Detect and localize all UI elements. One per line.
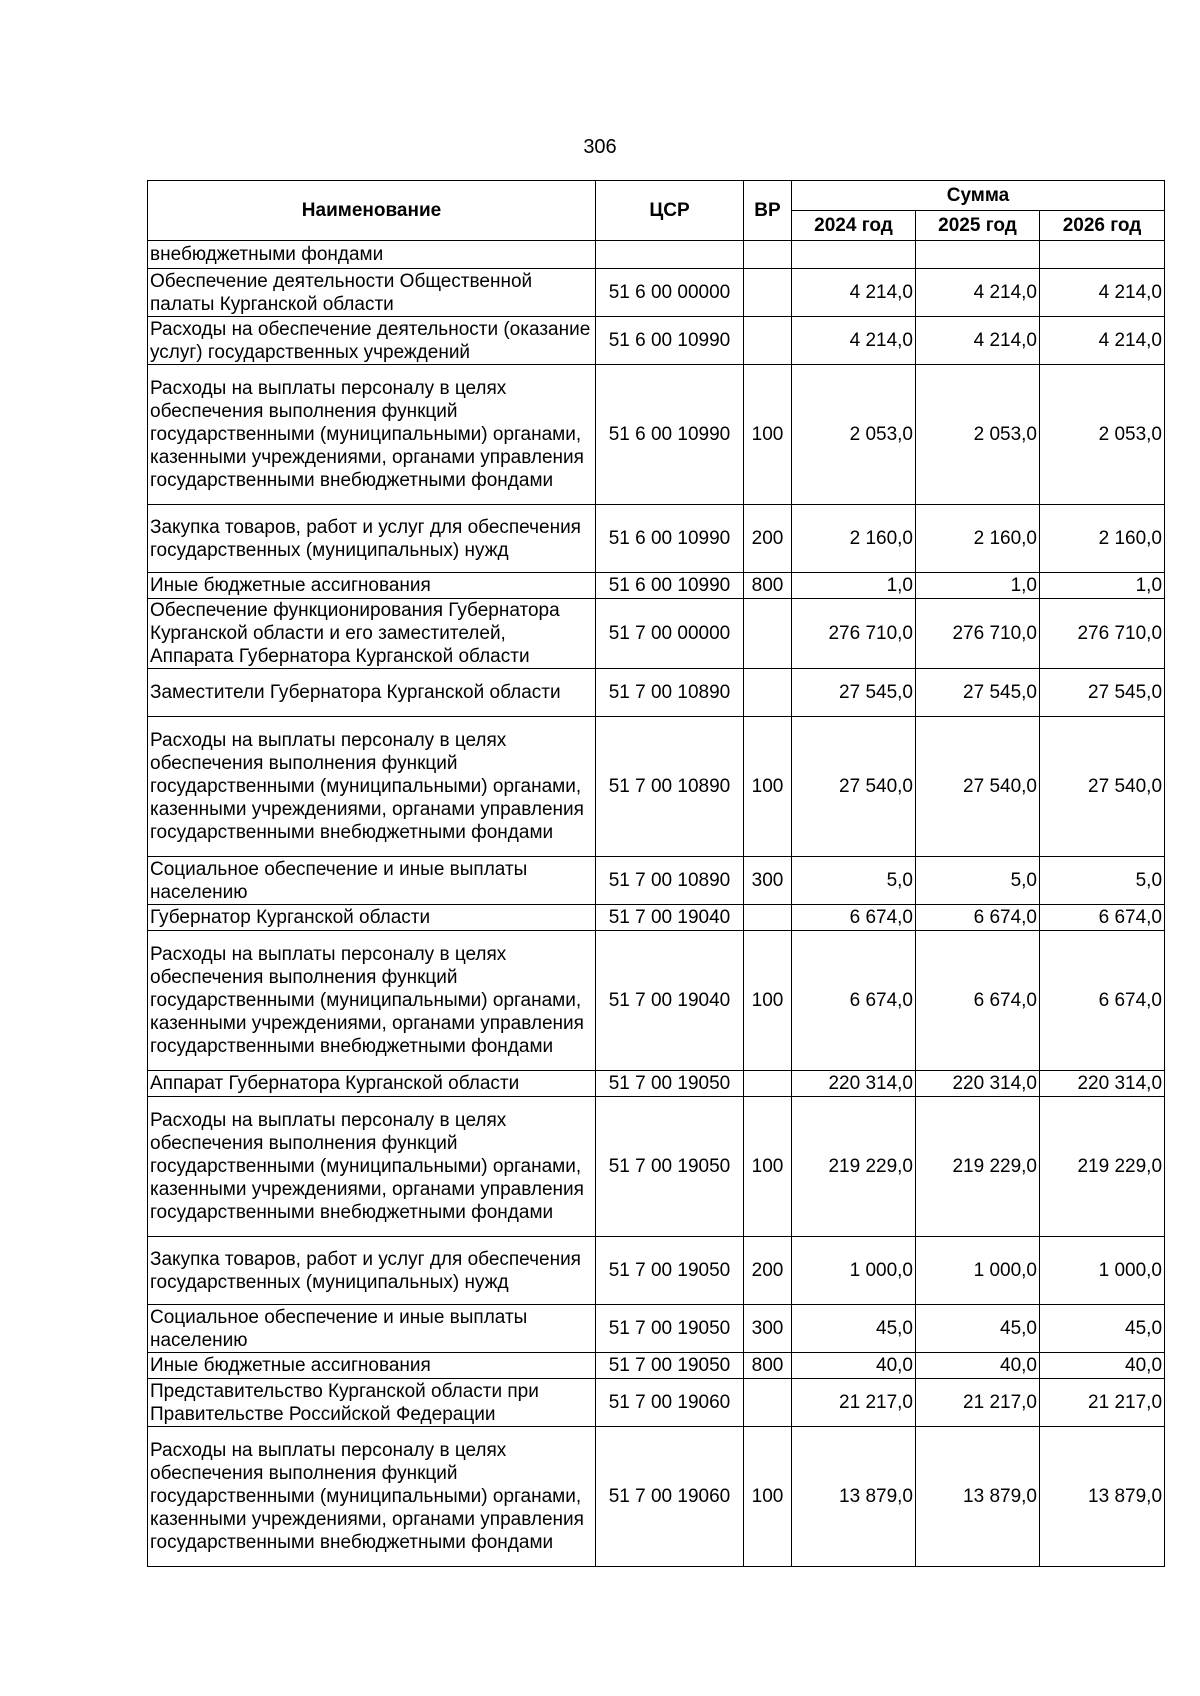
row-value-2024: 4 214,0 bbox=[792, 269, 916, 317]
row-value-2025: 40,0 bbox=[916, 1353, 1040, 1379]
table-row bbox=[148, 931, 1165, 1071]
row-vr bbox=[744, 269, 792, 317]
row-csr: 51 6 00 10990 bbox=[596, 365, 744, 505]
table-row bbox=[148, 717, 1165, 857]
row-vr bbox=[744, 599, 792, 669]
row-csr: 51 7 00 19050 bbox=[596, 1237, 744, 1305]
row-vr: 300 bbox=[744, 857, 792, 905]
row-value-2026: 13 879,0 bbox=[1040, 1427, 1165, 1567]
table-row bbox=[148, 505, 1165, 573]
row-value-2025: 21 217,0 bbox=[916, 1379, 1040, 1427]
row-name: Расходы на выплаты персоналу в целях обеспечения выполнения функций государственными (муниципальными) органами, казенными учреждениями, органами управления государственными внебюджетными фондами bbox=[148, 931, 596, 1071]
header-vr: ВР bbox=[744, 181, 792, 241]
row-value-2024: 13 879,0 bbox=[792, 1427, 916, 1567]
row-value-2024: 21 217,0 bbox=[792, 1379, 916, 1427]
row-value-2025: 276 710,0 bbox=[916, 599, 1040, 669]
row-csr: 51 6 00 10990 bbox=[596, 317, 744, 365]
row-value-2026: 21 217,0 bbox=[1040, 1379, 1165, 1427]
table-row bbox=[148, 1071, 1165, 1097]
row-value-2025: 45,0 bbox=[916, 1305, 1040, 1353]
row-value-2026: 6 674,0 bbox=[1040, 905, 1165, 931]
row-value-2025: 220 314,0 bbox=[916, 1071, 1040, 1097]
row-value-2024: 27 545,0 bbox=[792, 669, 916, 717]
row-value-2025: 4 214,0 bbox=[916, 317, 1040, 365]
row-vr bbox=[744, 1379, 792, 1427]
row-vr: 100 bbox=[744, 365, 792, 505]
table-row bbox=[148, 365, 1165, 505]
row-value-2026 bbox=[1040, 241, 1165, 269]
table-row bbox=[148, 599, 1165, 669]
header-csr: ЦСР bbox=[596, 181, 744, 241]
row-vr: 200 bbox=[744, 505, 792, 573]
row-csr: 51 6 00 10990 bbox=[596, 573, 744, 599]
row-vr bbox=[744, 669, 792, 717]
page-number: 306 bbox=[583, 136, 617, 158]
row-csr: 51 7 00 19050 bbox=[596, 1097, 744, 1237]
row-value-2026: 4 214,0 bbox=[1040, 317, 1165, 365]
row-value-2026: 219 229,0 bbox=[1040, 1097, 1165, 1237]
table-row bbox=[148, 1427, 1165, 1567]
table-row bbox=[148, 857, 1165, 905]
row-value-2024: 1,0 bbox=[792, 573, 916, 599]
row-value-2025: 2 160,0 bbox=[916, 505, 1040, 573]
row-vr: 800 bbox=[744, 573, 792, 599]
row-name: Иные бюджетные ассигнования bbox=[148, 1353, 596, 1379]
row-vr: 800 bbox=[744, 1353, 792, 1379]
row-vr: 100 bbox=[744, 1427, 792, 1567]
row-value-2025 bbox=[916, 241, 1040, 269]
row-csr: 51 7 00 10890 bbox=[596, 717, 744, 857]
row-value-2024: 220 314,0 bbox=[792, 1071, 916, 1097]
row-value-2024: 45,0 bbox=[792, 1305, 916, 1353]
row-name: Закупка товаров, работ и услуг для обеспечения государственных (муниципальных) нужд bbox=[148, 1237, 596, 1305]
row-value-2024: 1 000,0 bbox=[792, 1237, 916, 1305]
row-value-2025: 13 879,0 bbox=[916, 1427, 1040, 1567]
row-name: Социальное обеспечение и иные выплаты населению bbox=[148, 857, 596, 905]
row-value-2024: 6 674,0 bbox=[792, 931, 916, 1071]
row-value-2024: 2 053,0 bbox=[792, 365, 916, 505]
row-csr: 51 7 00 19050 bbox=[596, 1305, 744, 1353]
row-value-2026: 6 674,0 bbox=[1040, 931, 1165, 1071]
row-value-2024: 2 160,0 bbox=[792, 505, 916, 573]
row-value-2026: 40,0 bbox=[1040, 1353, 1165, 1379]
table-row bbox=[148, 1305, 1165, 1353]
row-name: Расходы на выплаты персоналу в целях обеспечения выполнения функций государственными (муниципальными) органами, казенными учреждениями, органами управления государственными внебюджетными фондами bbox=[148, 1427, 596, 1567]
row-vr bbox=[744, 1071, 792, 1097]
row-value-2026: 45,0 bbox=[1040, 1305, 1165, 1353]
row-value-2025: 27 545,0 bbox=[916, 669, 1040, 717]
table-row bbox=[148, 1237, 1165, 1305]
table-row bbox=[148, 1097, 1165, 1237]
table-body bbox=[148, 241, 1165, 1567]
row-value-2026: 5,0 bbox=[1040, 857, 1165, 905]
row-value-2026: 1 000,0 bbox=[1040, 1237, 1165, 1305]
header-year-2026: 2026 год bbox=[1040, 211, 1165, 241]
row-name: Обеспечение деятельности Общественной палаты Курганской области bbox=[148, 269, 596, 317]
row-csr: 51 7 00 00000 bbox=[596, 599, 744, 669]
row-csr: 51 7 00 19050 bbox=[596, 1071, 744, 1097]
row-csr: 51 7 00 19060 bbox=[596, 1379, 744, 1427]
row-name: Заместители Губернатора Курганской области bbox=[148, 669, 596, 717]
row-name: Аппарат Губернатора Курганской области bbox=[148, 1071, 596, 1097]
row-csr bbox=[596, 241, 744, 269]
row-vr: 100 bbox=[744, 931, 792, 1071]
row-value-2025: 6 674,0 bbox=[916, 931, 1040, 1071]
table-row bbox=[148, 241, 1165, 269]
row-value-2026: 2 160,0 bbox=[1040, 505, 1165, 573]
row-csr: 51 7 00 10890 bbox=[596, 857, 744, 905]
row-vr: 300 bbox=[744, 1305, 792, 1353]
row-value-2025: 6 674,0 bbox=[916, 905, 1040, 931]
table-row bbox=[148, 317, 1165, 365]
row-value-2025: 27 540,0 bbox=[916, 717, 1040, 857]
row-name: Расходы на выплаты персоналу в целях обеспечения выполнения функций государственными (муниципальными) органами, казенными учреждениями, органами управления государственными внебюджетными фондами bbox=[148, 717, 596, 857]
row-value-2025: 5,0 bbox=[916, 857, 1040, 905]
table-row bbox=[148, 1353, 1165, 1379]
row-name: Обеспечение функционирования Губернатора Курганской области и его заместителей, Аппарата Губернатора Курганской области bbox=[148, 599, 596, 669]
header-name: Наименование bbox=[148, 181, 596, 241]
row-name: Закупка товаров, работ и услуг для обеспечения государственных (муниципальных) нужд bbox=[148, 505, 596, 573]
header-year-2024: 2024 год bbox=[792, 211, 916, 241]
row-value-2024: 5,0 bbox=[792, 857, 916, 905]
row-vr: 200 bbox=[744, 1237, 792, 1305]
table-row bbox=[148, 669, 1165, 717]
row-value-2025: 2 053,0 bbox=[916, 365, 1040, 505]
row-name: Губернатор Курганской области bbox=[148, 905, 596, 931]
row-csr: 51 7 00 19040 bbox=[596, 931, 744, 1071]
table-row bbox=[148, 573, 1165, 599]
row-name: Расходы на обеспечение деятельности (оказание услуг) государственных учреждений bbox=[148, 317, 596, 365]
table-row bbox=[148, 1379, 1165, 1427]
row-value-2026: 276 710,0 bbox=[1040, 599, 1165, 669]
row-csr: 51 6 00 00000 bbox=[596, 269, 744, 317]
row-csr: 51 7 00 19050 bbox=[596, 1353, 744, 1379]
row-name: Расходы на выплаты персоналу в целях обеспечения выполнения функций государственными (муниципальными) органами, казенными учреждениями, органами управления государственными внебюджетными фондами bbox=[148, 365, 596, 505]
row-value-2024: 27 540,0 bbox=[792, 717, 916, 857]
row-csr: 51 7 00 19060 bbox=[596, 1427, 744, 1567]
header-year-2025: 2025 год bbox=[916, 211, 1040, 241]
row-vr bbox=[744, 241, 792, 269]
row-value-2024: 4 214,0 bbox=[792, 317, 916, 365]
row-value-2025: 1 000,0 bbox=[916, 1237, 1040, 1305]
row-vr: 100 bbox=[744, 1097, 792, 1237]
row-name: Социальное обеспечение и иные выплаты населению bbox=[148, 1305, 596, 1353]
row-name: Иные бюджетные ассигнования bbox=[148, 573, 596, 599]
row-vr: 100 bbox=[744, 717, 792, 857]
row-value-2025: 4 214,0 bbox=[916, 269, 1040, 317]
row-csr: 51 7 00 19040 bbox=[596, 905, 744, 931]
row-value-2025: 219 229,0 bbox=[916, 1097, 1040, 1237]
row-value-2024: 40,0 bbox=[792, 1353, 916, 1379]
row-value-2026: 1,0 bbox=[1040, 573, 1165, 599]
row-value-2026: 220 314,0 bbox=[1040, 1071, 1165, 1097]
table-row bbox=[148, 905, 1165, 931]
row-value-2024: 276 710,0 bbox=[792, 599, 916, 669]
row-value-2024 bbox=[792, 241, 916, 269]
row-value-2026: 4 214,0 bbox=[1040, 269, 1165, 317]
row-value-2024: 6 674,0 bbox=[792, 905, 916, 931]
header-sum: Сумма bbox=[792, 181, 1165, 211]
table-row bbox=[148, 269, 1165, 317]
row-name: Представительство Курганской области при Правительстве Российской Федерации bbox=[148, 1379, 596, 1427]
row-csr: 51 6 00 10990 bbox=[596, 505, 744, 573]
row-csr: 51 7 00 10890 bbox=[596, 669, 744, 717]
row-value-2026: 27 540,0 bbox=[1040, 717, 1165, 857]
row-name: Расходы на выплаты персоналу в целях обеспечения выполнения функций государственными (муниципальными) органами, казенными учреждениями, органами управления государственными внебюджетными фондами bbox=[148, 1097, 596, 1237]
row-value-2025: 1,0 bbox=[916, 573, 1040, 599]
row-name: внебюджетными фондами bbox=[148, 241, 596, 269]
row-value-2024: 219 229,0 bbox=[792, 1097, 916, 1237]
row-value-2026: 27 545,0 bbox=[1040, 669, 1165, 717]
row-value-2026: 2 053,0 bbox=[1040, 365, 1165, 505]
row-vr bbox=[744, 317, 792, 365]
budget-table bbox=[147, 180, 1165, 1567]
row-vr bbox=[744, 905, 792, 931]
